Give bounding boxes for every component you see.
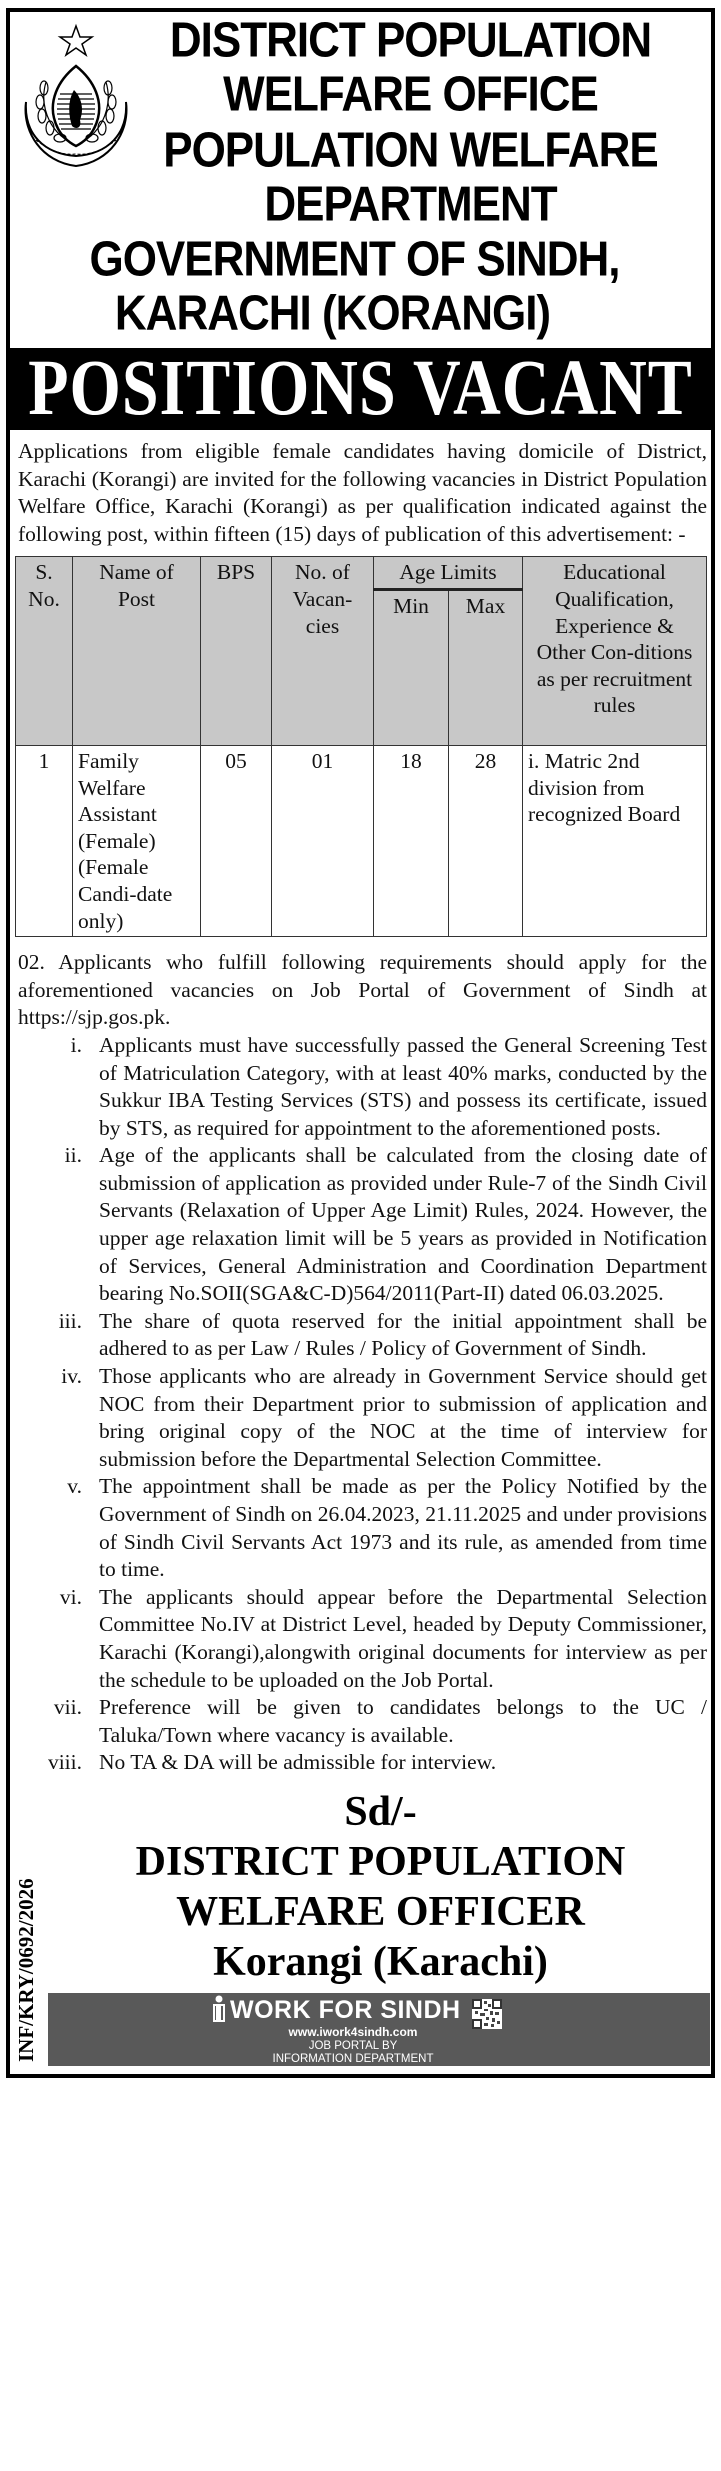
list-item <box>18 1032 707 1142</box>
item-number: vi. <box>59 1584 82 1609</box>
cell-qualification: i. Matric 2nd division from recognized Board <box>523 745 707 936</box>
brand-name: WORK FOR SINDH <box>230 1995 461 2024</box>
item-text: The share of quota reserved for the initial appointment shall be adhered to as per Law / Rules / Policy of Government of Sindh. <box>99 1308 707 1361</box>
header-title-line-5: GOVERNMENT OF SINDH, <box>89 231 620 287</box>
portal-line-2: INFORMATION DEPARTMENT <box>272 2052 434 2065</box>
cell-min: 18 <box>374 745 449 936</box>
intro-paragraph: Applications from eligible female candidates having domicile of District, Karachi (Korangi) are invited for the following vacancies in District Population Welfare Office, Karachi (Korangi) as per qualification indicated against the following post, within fifteen (15) days of publication of this advertisement: - <box>18 439 707 546</box>
publication-code: INF/KRY/0692/2026 <box>14 1878 38 2062</box>
signature-title-line-1: DISTRICT POPULATION <box>135 1838 626 1885</box>
col-header-bps: BPS <box>201 557 272 746</box>
item-text: No TA & DA will be admissible for interview. <box>99 1750 497 1775</box>
list-item <box>18 1749 707 1777</box>
portal-line-1: JOB PORTAL BY <box>308 2039 398 2052</box>
cell-bps: 05 <box>201 745 272 936</box>
header-title-line-4: DEPARTMENT <box>264 176 557 232</box>
list-item <box>18 1584 707 1694</box>
i-logo-icon <box>212 1995 226 2023</box>
application-paragraph: 02. Applicants who fulfill following requirements should apply for the aforementioned vacancies on Job Portal of Government of Sindh at https://sjp.gos.pk. <box>18 950 707 1030</box>
item-text: Preference will be given to candidates belongs to the UC / Taluka/Town where vacancy is available. <box>99 1695 707 1747</box>
positions-vacant-title: POSITIONS VACANT <box>28 348 693 430</box>
positions-vacant-banner <box>6 348 715 430</box>
item-text: The appointment shall be made as per the Policy Notified by the Government of Sindh on 26.04.2023, 21.11.2025 and under provisions of Sindh Civil Servants Act 1973 and its rule, as amended from time to time. <box>99 1474 707 1582</box>
signature-block <box>10 1787 711 2066</box>
header-title-line-6: KARACHI (KORANGI) <box>114 285 551 341</box>
col-header-vacancies: No. of Vacan-cies <box>272 557 374 746</box>
item-number: iii. <box>58 1308 82 1333</box>
item-number: vii. <box>53 1695 82 1720</box>
col-header-name: Name of Post <box>73 557 201 746</box>
item-text: Applicants must have successfully passed the General Screening Test of Matriculation Category, with at least 40% marks, conducted by the Sukkur IBA Testing Services (STS) and possess its certificate, issued by STS, as required for appointment to the aforementioned posts. <box>99 1032 707 1140</box>
col-header-qualification: Educational Qualification, Experience & Other Con-ditions as per recruitment rules <box>523 557 707 746</box>
portal-url: www.iwork4sindh.com <box>288 2024 418 2039</box>
item-number: ii. <box>64 1143 82 1168</box>
list-item <box>18 1308 707 1363</box>
item-text: Those applicants who are already in Government Service should get NOC from their Department prior to submission of application and bring original copy of the NOC at the time of interview for submission before the Departmental Selection Committee. <box>99 1364 707 1471</box>
header-title-line-2: WELFARE OFFICE <box>223 66 598 122</box>
header-title-line-3: POPULATION WELFARE <box>163 122 658 178</box>
header-title-line-1: DISTRICT POPULATION <box>169 12 652 68</box>
table-header-row <box>16 557 707 590</box>
item-text: Age of the applicants shall be calculated from the closing date of submission of application as provided under Rule-7 of the Sindh Civil Servants (Relaxation of Upper Age Limit) Rules, 2024. However, the upper age relaxation limit will be 5 years as provided in Notification of Services, General Administration and Coordination Department bearing No.SOII(SGA&C-D)564/2011(Part-II) dated 06.03.2025. <box>99 1143 707 1306</box>
requirements-list <box>18 1032 707 1777</box>
iwork-for-sindh-banner <box>48 1993 710 2066</box>
col-header-min: Min <box>374 589 449 745</box>
list-item <box>18 1363 707 1473</box>
col-header-max: Max <box>449 589 523 745</box>
list-item <box>18 1473 707 1583</box>
list-item <box>18 1694 707 1749</box>
item-number: v. <box>67 1474 82 1499</box>
cell-max: 28 <box>449 745 523 936</box>
col-header-sno: S. No. <box>16 557 73 746</box>
vacancy-table <box>15 556 707 937</box>
signature-location: Korangi (Karachi) <box>213 1938 548 1985</box>
signature-title-line-2: WELFARE OFFICER <box>176 1888 585 1935</box>
signature-sd: Sd/- <box>344 1788 417 1835</box>
publication-code-strip <box>10 1786 44 2066</box>
item-number: viii. <box>47 1750 82 1775</box>
item-number: iv. <box>61 1364 82 1389</box>
cell-sno: 1 <box>16 745 73 936</box>
qr-code-icon <box>472 1999 502 2029</box>
col-header-age-limits: Age Limits <box>374 557 523 590</box>
table-row <box>16 745 707 936</box>
item-number: i. <box>70 1032 82 1057</box>
body-frame <box>6 430 715 2078</box>
item-text: The applicants should appear before the Departmental Selection Committee No.IV at District Level, headed by Deputy Commissioner, Karachi (Korangi),alongwith original documents for interview as per the schedule to be uploaded on the Job Portal. <box>99 1584 707 1692</box>
list-item <box>18 1142 707 1308</box>
cell-vacancies: 01 <box>272 745 374 936</box>
cell-name: Family Welfare Assistant (Female) (Female Candi-date only) <box>73 745 201 936</box>
